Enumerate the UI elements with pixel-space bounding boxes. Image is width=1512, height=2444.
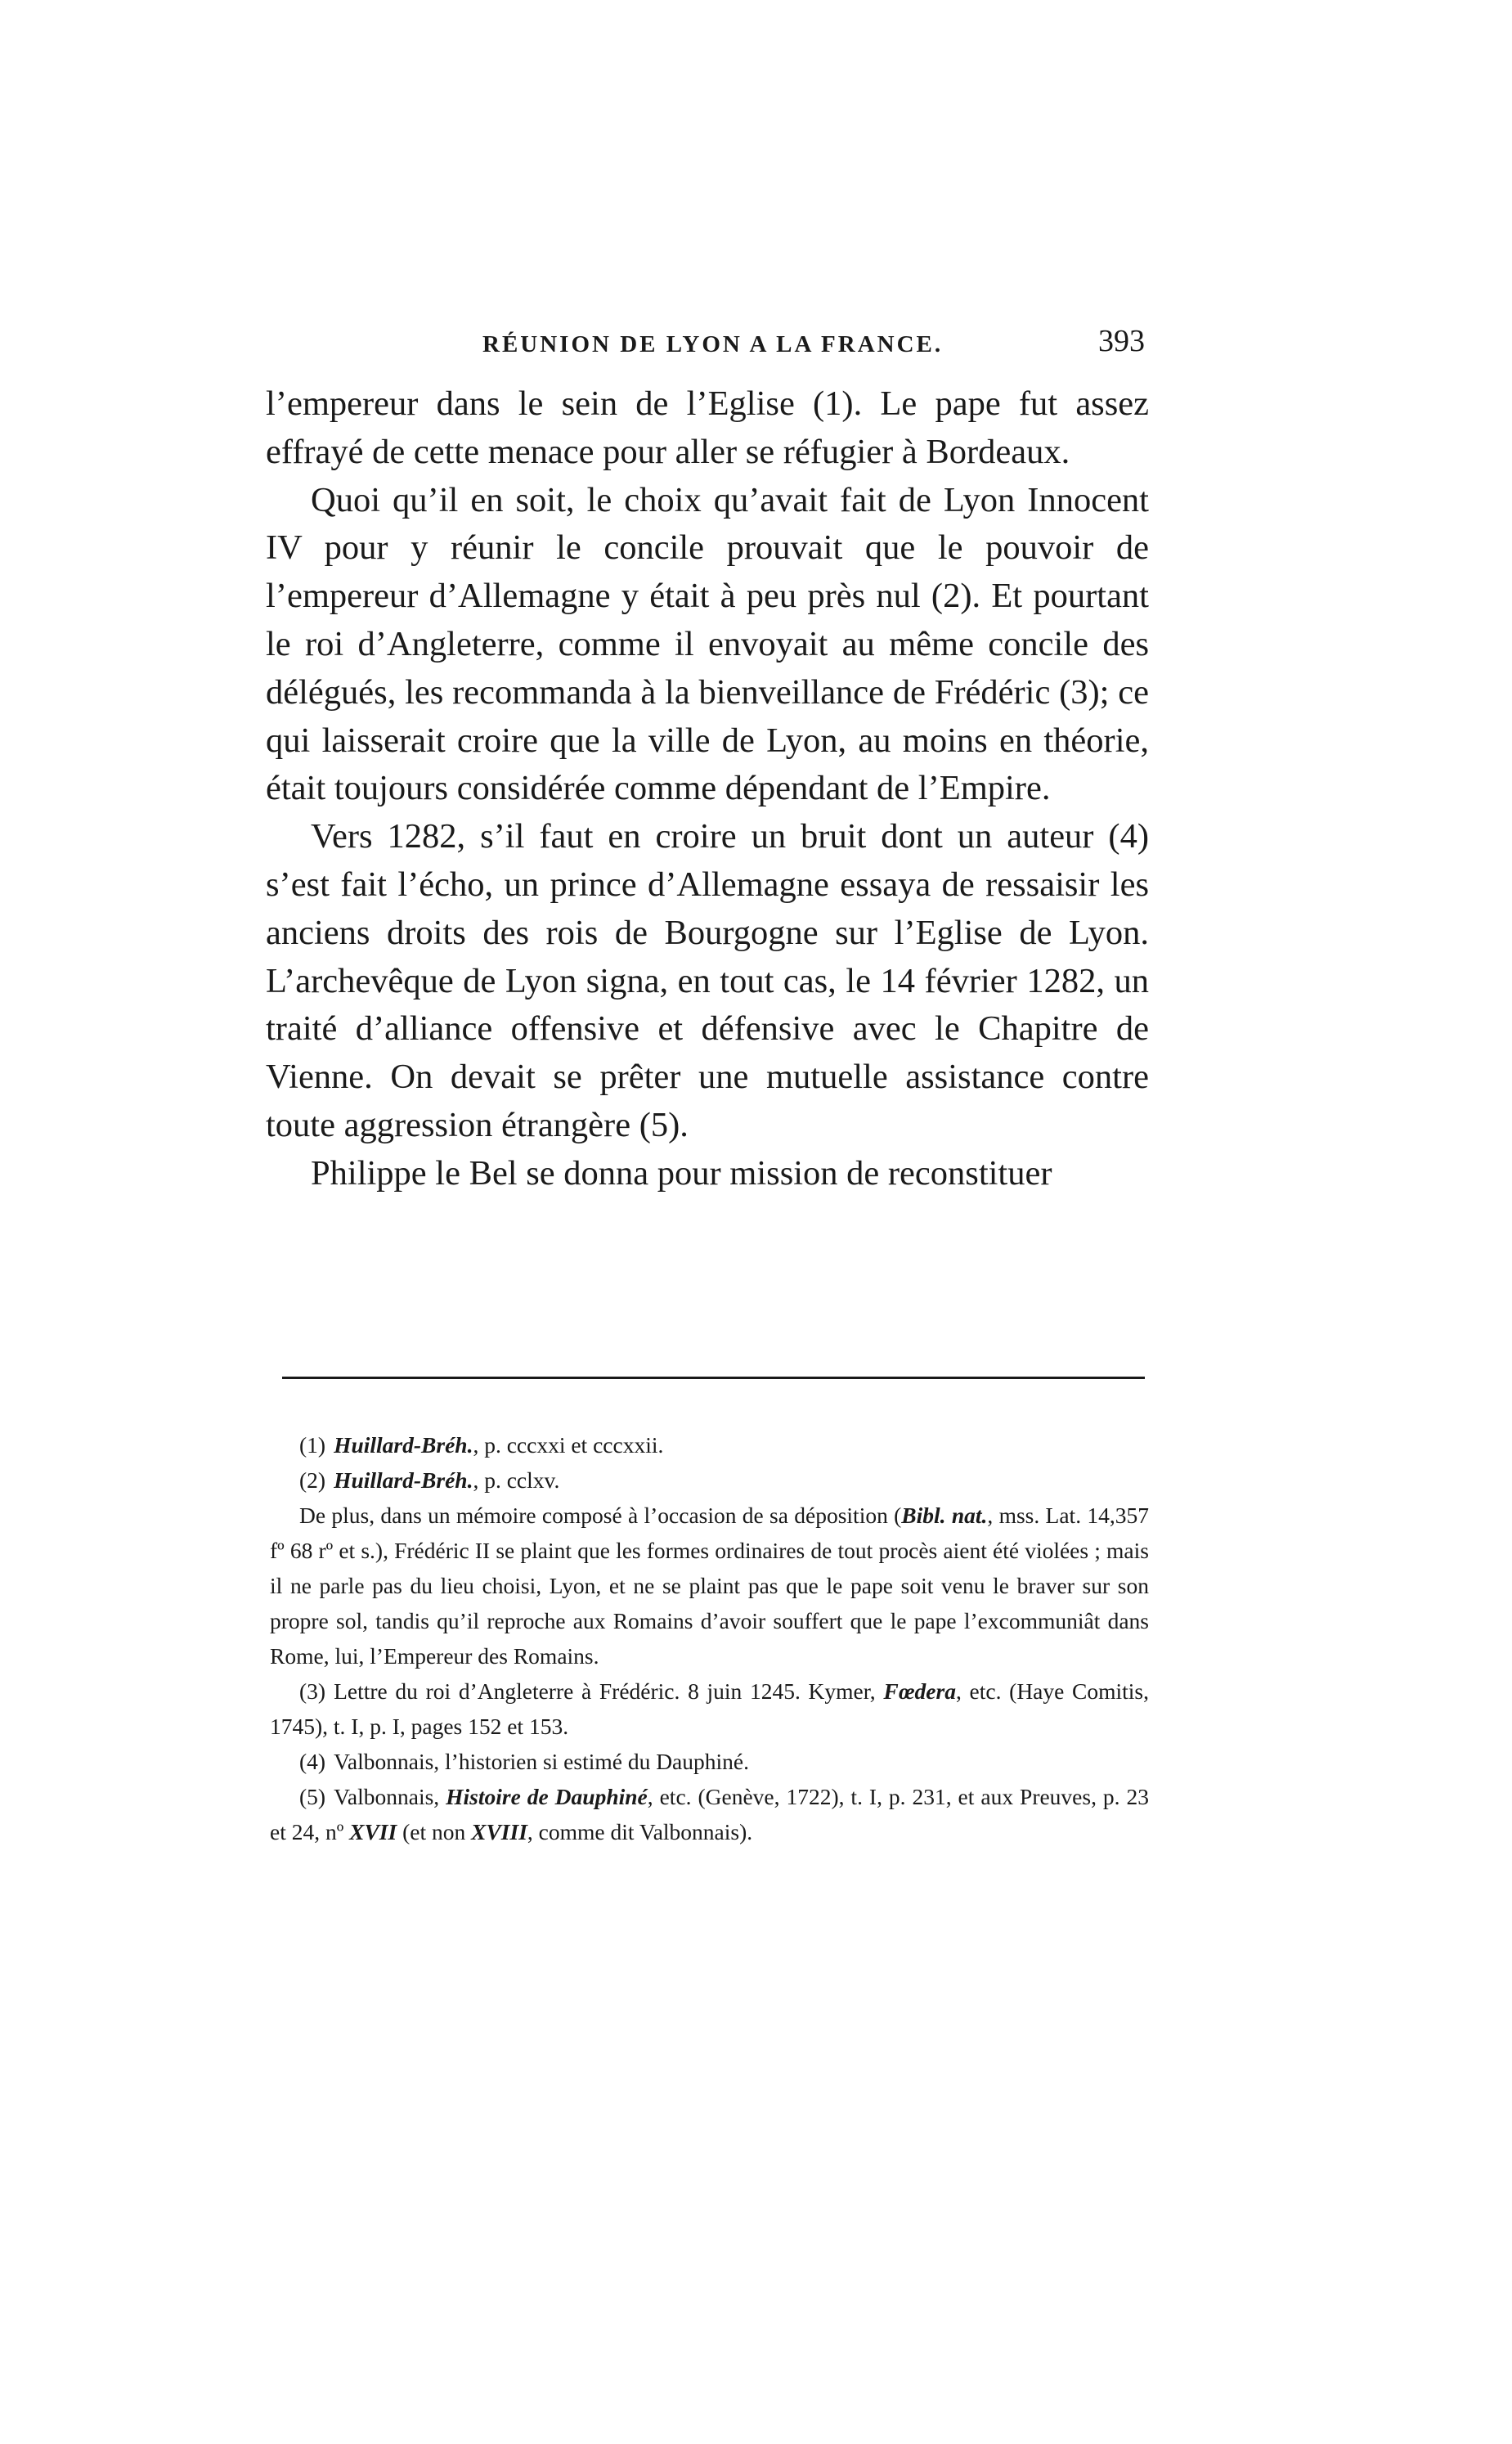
footnote-1-author: Huillard-Bréh. [334, 1432, 473, 1458]
footnote-5-part2: , etc. (Genève, 1722), t. I, p. 231, et aux Preuves, p. 23 et 24, nº [270, 1784, 1150, 1844]
footnote-2-cont-italic: Bibl. nat. [901, 1503, 988, 1528]
paragraph-4: Philippe le Bel se donna pour mission de reconstituer [311, 1153, 1052, 1193]
footnote-3-part2: , etc. (Haye Comitis, 1745), t. I, p. I, pages 152 et 153. [270, 1678, 1150, 1739]
footnote-5-number: (5) [299, 1784, 326, 1809]
footnote-5-part4: , comme dit Valbonnais). [527, 1819, 753, 1844]
footnote-3-number: (3) [299, 1678, 326, 1704]
footnote-5 [270, 1779, 1149, 1849]
footnote-2-author: Huillard-Bréh. [334, 1467, 473, 1493]
footnote-2-continuation [270, 1498, 1149, 1674]
footnote-1-text: , p. cccxxi et cccxxii. [473, 1432, 664, 1458]
page-header [270, 323, 1145, 372]
footnotes [270, 1427, 1149, 1849]
footnote-1 [270, 1427, 1149, 1462]
footnote-4 [270, 1744, 1149, 1779]
main-text [266, 380, 1149, 1198]
footnote-4-text: Valbonnais, l’historien si estimé du Dauphiné. [334, 1749, 749, 1774]
footnote-5-italic-number-alt: XVIII [471, 1819, 527, 1844]
footnote-2-number: (2) [299, 1467, 326, 1493]
footnote-4-number: (4) [299, 1749, 326, 1774]
paragraph-2: Quoi qu’il en soit, le choix qu’avait fait de Lyon Innocent IV pour y réunir le concile prouvait que le pouvoir de l’empereur d’Allemagne y était à peu près nul (2). Et pourtant le roi d’Angleterre, comme il envoyait au même concile des délégués, les recommanda à la bienveillance de Frédéric (3); ce qui laisserait croire que la ville de Lyon, au moins en théorie, était toujours considérée comme dépendant de l’Empire. [266, 480, 1149, 808]
footnote-1-number: (1) [299, 1432, 326, 1458]
running-head: RÉUNION DE LYON A LA FRANCE. [482, 331, 944, 357]
footnote-2-text: , p. cclxv. [473, 1467, 560, 1493]
footnote-2-cont-part2: , mss. Lat. 14,357 fº 68 rº et s.), Frédéric II se plaint que les formes ordinaires de tout procès aient été violées ; mais il ne parle pas du lieu choisi, Lyon, et ne se plaint pas que le pape soit venu le braver sur son propre sol, tandis qu’il reproche aux Romains d’avoir souffert que le pape l’excommuniât dans Rome, lui, l’Empereur des Romains. [270, 1503, 1149, 1669]
paragraph-3: Vers 1282, s’il faut en croire un bruit dont un auteur (4) s’est fait l’écho, un prince d’Allemagne essaya de ressaisir les anciens droits des rois de Bourgogne sur l’Eglise de Lyon. L’archevêque de Lyon signa, en tout cas, le 14 février 1282, un traité d’alliance offensive et défensive avec le Chapitre de Vienne. On devait se prêter une mutuelle assistance contre toute aggression étrangère (5). [266, 817, 1149, 1144]
footnote-5-italic-number: XVII [349, 1819, 397, 1844]
footnote-5-italic-title: Histoire de Dauphiné [446, 1784, 648, 1809]
footnote-3-part1: Lettre du roi d’Angleterre à Frédéric. 8 juin 1245. Kymer, [334, 1678, 884, 1704]
footnote-2-cont-part1: De plus, dans un mémoire composé à l’occasion de sa déposition ( [299, 1503, 902, 1528]
page-number: 393 [1098, 324, 1145, 358]
footnote-divider [282, 1377, 1145, 1379]
footnote-5-part3: (et non [397, 1819, 472, 1844]
footnote-3-italic: Fœdera [883, 1678, 956, 1704]
footnote-2 [270, 1462, 1149, 1498]
footnote-3 [270, 1674, 1149, 1744]
paragraph-1: l’empereur dans le sein de l’Eglise (1). Le pape fut assez effrayé de cette menace pour aller se réfugier à Bordeaux. [266, 384, 1149, 471]
footnote-5-part1: Valbonnais, [334, 1784, 446, 1809]
